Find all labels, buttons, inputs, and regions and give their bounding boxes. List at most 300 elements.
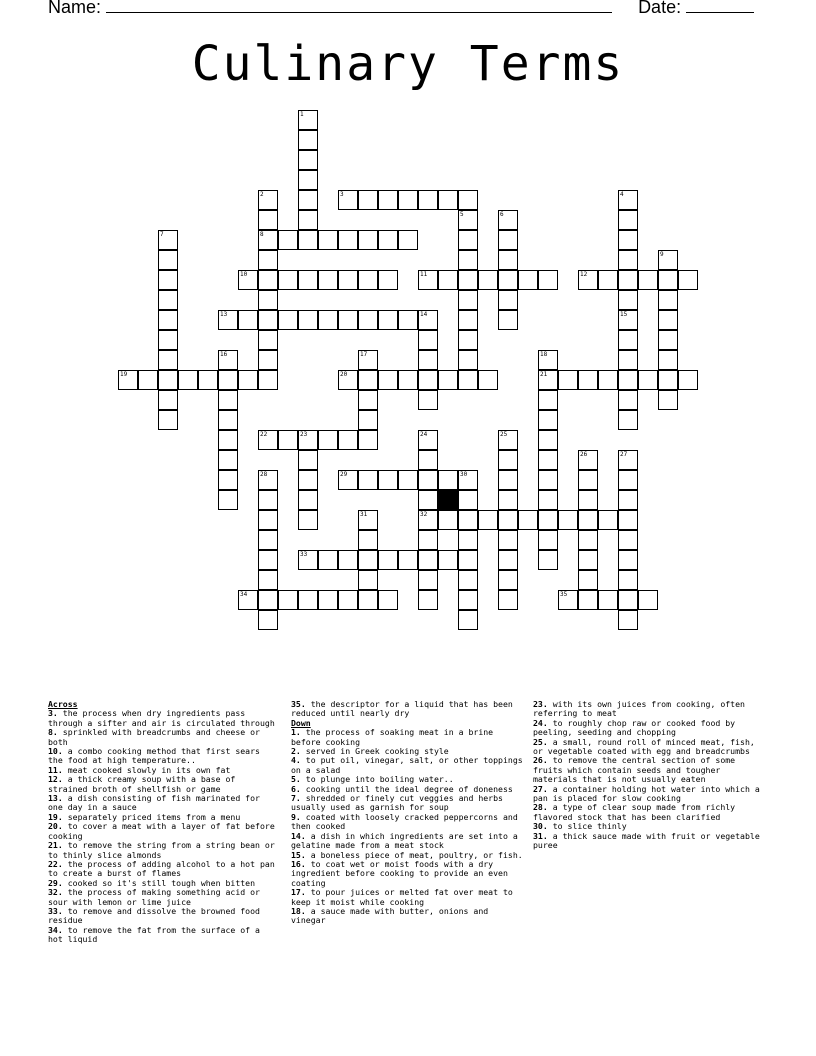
grid-cell[interactable] bbox=[458, 490, 478, 510]
clue-text: shredded or finely cut veggies and herbs usually used as garnish for soup bbox=[291, 793, 503, 813]
clue-number: 23 bbox=[300, 431, 308, 438]
grid-cell[interactable] bbox=[618, 330, 638, 350]
across-clue bbox=[48, 709, 276, 728]
grid-cell[interactable] bbox=[398, 310, 418, 330]
grid-cell[interactable] bbox=[618, 290, 638, 310]
grid-cell[interactable] bbox=[618, 510, 638, 530]
grid-cell[interactable] bbox=[298, 430, 318, 450]
grid-cell[interactable] bbox=[418, 550, 438, 570]
grid-cell[interactable] bbox=[398, 190, 418, 210]
grid-cell[interactable] bbox=[178, 370, 198, 390]
clue-text: a dish consisting of fish marinated for one day in a sauce bbox=[48, 793, 260, 813]
grid-cell[interactable] bbox=[498, 210, 518, 230]
grid-cell[interactable] bbox=[618, 210, 638, 230]
grid-cell[interactable] bbox=[498, 270, 518, 290]
clue-number: 31 bbox=[360, 511, 368, 518]
grid-cell[interactable] bbox=[458, 270, 478, 290]
grid-cell[interactable] bbox=[298, 450, 318, 470]
grid-cell[interactable] bbox=[418, 570, 438, 590]
grid-cell[interactable] bbox=[258, 590, 278, 610]
grid-cell[interactable] bbox=[438, 550, 458, 570]
grid-cell[interactable] bbox=[538, 430, 558, 450]
grid-cell[interactable] bbox=[538, 410, 558, 430]
grid-cell[interactable] bbox=[418, 430, 438, 450]
grid-cell[interactable] bbox=[218, 450, 238, 470]
grid-cell[interactable] bbox=[258, 370, 278, 390]
grid-cell[interactable] bbox=[378, 590, 398, 610]
grid-cell[interactable] bbox=[498, 590, 518, 610]
grid-cell[interactable] bbox=[578, 370, 598, 390]
grid-cell[interactable] bbox=[298, 550, 318, 570]
grid-cell[interactable] bbox=[538, 370, 558, 390]
grid-cell[interactable] bbox=[198, 370, 218, 390]
grid-cell[interactable] bbox=[458, 210, 478, 230]
grid-cell[interactable] bbox=[258, 490, 278, 510]
grid-cell[interactable] bbox=[298, 210, 318, 230]
grid-cell[interactable] bbox=[158, 250, 178, 270]
grid-cell[interactable] bbox=[578, 490, 598, 510]
grid-cell[interactable] bbox=[158, 310, 178, 330]
grid-cell[interactable] bbox=[378, 310, 398, 330]
grid-cell[interactable] bbox=[538, 470, 558, 490]
grid-cell[interactable] bbox=[378, 190, 398, 210]
grid-cell[interactable] bbox=[678, 270, 698, 290]
grid-cell[interactable] bbox=[518, 510, 538, 530]
grid-cell[interactable] bbox=[158, 390, 178, 410]
clue-number: 13. bbox=[48, 793, 63, 804]
grid-cell[interactable] bbox=[638, 370, 658, 390]
grid-cell[interactable] bbox=[298, 150, 318, 170]
grid-cell[interactable] bbox=[378, 270, 398, 290]
clue-number: 24. bbox=[533, 717, 548, 728]
grid-cell[interactable] bbox=[618, 410, 638, 430]
grid-cell[interactable] bbox=[618, 590, 638, 610]
clue-number: 35 bbox=[560, 591, 568, 598]
clue-number: 12. bbox=[48, 774, 63, 785]
grid-cell[interactable] bbox=[658, 310, 678, 330]
grid-cell[interactable] bbox=[478, 510, 498, 530]
grid-cell[interactable] bbox=[498, 490, 518, 510]
grid-cell[interactable] bbox=[618, 530, 638, 550]
grid-cell[interactable] bbox=[618, 610, 638, 630]
grid-cell[interactable] bbox=[258, 270, 278, 290]
grid-cell[interactable] bbox=[218, 430, 238, 450]
down-clue bbox=[533, 832, 769, 851]
clue-text: to remove the central section of some fruits which contain seeds and tougher materials that is not usually eaten bbox=[533, 755, 736, 785]
grid-cell[interactable] bbox=[358, 350, 378, 370]
grid-cell[interactable] bbox=[298, 310, 318, 330]
clue-number: 19. bbox=[48, 811, 63, 822]
grid-cell[interactable] bbox=[598, 590, 618, 610]
clue-number: 23. bbox=[533, 699, 548, 709]
down-clue bbox=[533, 719, 769, 738]
grid-cell[interactable] bbox=[298, 590, 318, 610]
grid-cell[interactable] bbox=[238, 310, 258, 330]
grid-cell[interactable] bbox=[558, 370, 578, 390]
grid-cell[interactable] bbox=[418, 190, 438, 210]
grid-cell[interactable] bbox=[258, 470, 278, 490]
grid-cell[interactable] bbox=[358, 590, 378, 610]
grid-cell[interactable] bbox=[318, 310, 338, 330]
grid-cell[interactable] bbox=[418, 450, 438, 470]
grid-cell[interactable] bbox=[438, 470, 458, 490]
grid-cell[interactable] bbox=[498, 570, 518, 590]
clue-text: a type of clear soup made from richly flavored stock that has been clarified bbox=[533, 802, 736, 822]
grid-cell[interactable] bbox=[398, 470, 418, 490]
clue-number: 1. bbox=[291, 727, 301, 738]
grid-cell[interactable] bbox=[538, 350, 558, 370]
grid-cell[interactable] bbox=[418, 590, 438, 610]
grid-cell[interactable] bbox=[298, 170, 318, 190]
clue-text: to remove the string from a string bean or to thinly slice almonds bbox=[48, 840, 275, 860]
clue-number: 7 bbox=[160, 231, 164, 238]
grid-cell[interactable] bbox=[618, 390, 638, 410]
clue-number: 27. bbox=[533, 783, 548, 794]
clue-number: 11. bbox=[48, 764, 63, 775]
grid-cell[interactable] bbox=[538, 450, 558, 470]
grid-cell[interactable] bbox=[358, 390, 378, 410]
grid-cell[interactable] bbox=[458, 290, 478, 310]
across-clue bbox=[48, 860, 276, 879]
clue-number: 11 bbox=[420, 271, 428, 278]
grid-cell[interactable] bbox=[578, 570, 598, 590]
grid-cell[interactable] bbox=[578, 270, 598, 290]
grid-cell[interactable] bbox=[258, 210, 278, 230]
grid-cell[interactable] bbox=[458, 350, 478, 370]
grid-cell[interactable] bbox=[278, 230, 298, 250]
grid-cell[interactable] bbox=[278, 430, 298, 450]
grid-cell[interactable] bbox=[258, 330, 278, 350]
grid-cell[interactable] bbox=[298, 190, 318, 210]
grid-cell[interactable] bbox=[558, 510, 578, 530]
grid-cell[interactable] bbox=[218, 410, 238, 430]
grid-cell[interactable] bbox=[378, 370, 398, 390]
grid-cell[interactable] bbox=[338, 590, 358, 610]
grid-cell[interactable] bbox=[298, 490, 318, 510]
grid-cell[interactable] bbox=[578, 470, 598, 490]
clue-number: 22. bbox=[48, 858, 63, 869]
grid-cell[interactable] bbox=[418, 530, 438, 550]
grid-cell[interactable] bbox=[358, 230, 378, 250]
grid-cell[interactable] bbox=[258, 510, 278, 530]
grid-cell[interactable] bbox=[338, 310, 358, 330]
grid-cell[interactable] bbox=[358, 430, 378, 450]
grid-cell[interactable] bbox=[458, 230, 478, 250]
grid-cell[interactable] bbox=[498, 470, 518, 490]
grid-cell[interactable] bbox=[618, 470, 638, 490]
clue-text: the process of making something acid or sour with lemon or lime juice bbox=[48, 887, 260, 907]
grid-cell[interactable] bbox=[618, 230, 638, 250]
clue-text: to remove and dissolve the browned food residue bbox=[48, 905, 260, 926]
grid-cell[interactable] bbox=[658, 350, 678, 370]
grid-cell[interactable] bbox=[558, 590, 578, 610]
grid-cell[interactable] bbox=[258, 230, 278, 250]
clue-text: the process when dry ingredients pass through a sifter and air is circulated through bbox=[48, 708, 275, 728]
grid-cell[interactable] bbox=[338, 230, 358, 250]
grid-cell[interactable] bbox=[578, 530, 598, 550]
grid-cell[interactable] bbox=[358, 470, 378, 490]
down-clue bbox=[291, 728, 527, 747]
grid-cell[interactable] bbox=[138, 370, 158, 390]
grid-cell[interactable] bbox=[438, 190, 458, 210]
grid-cell[interactable] bbox=[398, 230, 418, 250]
grid-cell[interactable] bbox=[618, 490, 638, 510]
grid-cell[interactable] bbox=[418, 510, 438, 530]
grid-cell[interactable] bbox=[218, 310, 238, 330]
grid-cell[interactable] bbox=[478, 370, 498, 390]
grid-cell[interactable] bbox=[498, 230, 518, 250]
grid-cell[interactable] bbox=[498, 530, 518, 550]
grid-cell[interactable] bbox=[518, 270, 538, 290]
clue-text: a small, round roll of minced meat, fish, or vegetable coated with egg and breadcrumbs bbox=[533, 736, 755, 757]
clue-text: meat cooked slowly in its own fat bbox=[62, 764, 231, 775]
grid-cell[interactable] bbox=[258, 190, 278, 210]
grid-cell[interactable] bbox=[418, 350, 438, 370]
grid-cell[interactable] bbox=[418, 490, 438, 510]
grid-cell[interactable] bbox=[218, 370, 238, 390]
grid-cell[interactable] bbox=[658, 390, 678, 410]
grid-cell[interactable] bbox=[278, 590, 298, 610]
grid-cell[interactable] bbox=[298, 130, 318, 150]
date-label: Date: bbox=[638, 0, 682, 17]
clue-number: 28. bbox=[533, 802, 548, 813]
grid-cell[interactable] bbox=[418, 370, 438, 390]
grid-cell[interactable] bbox=[358, 530, 378, 550]
grid-cell[interactable] bbox=[478, 270, 498, 290]
grid-cell[interactable] bbox=[278, 310, 298, 330]
grid-cell[interactable] bbox=[158, 350, 178, 370]
grid-cell[interactable] bbox=[458, 530, 478, 550]
grid-cell[interactable] bbox=[538, 270, 558, 290]
grid-cell[interactable] bbox=[498, 290, 518, 310]
grid-cell[interactable] bbox=[498, 450, 518, 470]
grid-cell[interactable] bbox=[278, 270, 298, 290]
grid-cell[interactable] bbox=[598, 270, 618, 290]
grid-cell[interactable] bbox=[498, 250, 518, 270]
grid-cell[interactable] bbox=[298, 510, 318, 530]
grid-cell[interactable] bbox=[458, 510, 478, 530]
clue-text: a thick creamy soup with a base of strained broth of shellfish or game bbox=[48, 774, 236, 794]
grid-cell[interactable] bbox=[218, 350, 238, 370]
clue-text: a container holding hot water into which a pan is placed for slow cooking bbox=[533, 783, 760, 804]
grid-cell[interactable] bbox=[358, 510, 378, 530]
grid-cell[interactable] bbox=[618, 270, 638, 290]
grid-cell[interactable] bbox=[458, 370, 478, 390]
grid-cell[interactable] bbox=[358, 570, 378, 590]
grid-cell[interactable] bbox=[318, 430, 338, 450]
grid-cell[interactable] bbox=[338, 190, 358, 210]
grid-cell[interactable] bbox=[458, 190, 478, 210]
clue-number: 7. bbox=[291, 793, 301, 804]
grid-cell[interactable] bbox=[618, 450, 638, 470]
across-clue bbox=[48, 775, 276, 794]
grid-cell[interactable] bbox=[438, 270, 458, 290]
grid-cell[interactable] bbox=[398, 370, 418, 390]
grid-cell[interactable] bbox=[538, 510, 558, 530]
grid-cell[interactable] bbox=[578, 450, 598, 470]
grid-cell[interactable] bbox=[238, 270, 258, 290]
grid-cell[interactable] bbox=[158, 410, 178, 430]
grid-cell[interactable] bbox=[378, 550, 398, 570]
grid-cell[interactable] bbox=[658, 250, 678, 270]
grid-cell[interactable] bbox=[618, 570, 638, 590]
clue-text: to put oil, vinegar, salt, or other toppings on a salad bbox=[291, 755, 523, 775]
grid-cell[interactable] bbox=[418, 310, 438, 330]
down-clue bbox=[533, 785, 769, 804]
grid-cell[interactable] bbox=[618, 550, 638, 570]
grid-cell[interactable] bbox=[258, 350, 278, 370]
grid-cell[interactable] bbox=[598, 510, 618, 530]
clue-text: cooked so it's still tough when bitten bbox=[62, 877, 256, 888]
grid-cell[interactable] bbox=[218, 470, 238, 490]
grid-cell[interactable] bbox=[538, 550, 558, 570]
grid-cell[interactable] bbox=[638, 590, 658, 610]
grid-cell[interactable] bbox=[158, 270, 178, 290]
grid-cell[interactable] bbox=[658, 290, 678, 310]
grid-cell[interactable] bbox=[578, 550, 598, 570]
down-clue bbox=[291, 756, 527, 775]
clue-number: 4 bbox=[620, 191, 624, 198]
grid-cell[interactable] bbox=[618, 190, 638, 210]
grid-cell[interactable] bbox=[618, 250, 638, 270]
grid-cell[interactable] bbox=[358, 190, 378, 210]
clue-text: the process of adding alcohol to a hot pan to create a burst of flames bbox=[48, 858, 275, 879]
clue-number: 1 bbox=[300, 111, 304, 118]
down-clue bbox=[291, 907, 527, 926]
clue-number: 25 bbox=[500, 431, 508, 438]
grid-cell[interactable] bbox=[158, 370, 178, 390]
clue-number: 6. bbox=[291, 783, 301, 794]
grid-cell[interactable] bbox=[378, 470, 398, 490]
grid-cell[interactable] bbox=[598, 370, 618, 390]
grid-cell[interactable] bbox=[458, 570, 478, 590]
grid-cell[interactable] bbox=[358, 550, 378, 570]
grid-cell[interactable] bbox=[578, 590, 598, 610]
grid-cell[interactable] bbox=[358, 410, 378, 430]
grid-cell[interactable] bbox=[418, 270, 438, 290]
grid-cell[interactable] bbox=[658, 330, 678, 350]
grid-cell[interactable] bbox=[398, 550, 418, 570]
grid-cell[interactable] bbox=[538, 490, 558, 510]
clue-number: 21. bbox=[48, 840, 63, 851]
grid-cell[interactable] bbox=[258, 310, 278, 330]
grid-cell[interactable] bbox=[458, 550, 478, 570]
grid-cell[interactable] bbox=[238, 370, 258, 390]
grid-cell[interactable] bbox=[638, 270, 658, 290]
grid-cell[interactable] bbox=[338, 270, 358, 290]
clue-number: 26 bbox=[580, 451, 588, 458]
grid-cell[interactable] bbox=[618, 350, 638, 370]
grid-cell[interactable] bbox=[498, 310, 518, 330]
grid-cell[interactable] bbox=[158, 290, 178, 310]
grid-cell[interactable] bbox=[358, 270, 378, 290]
clue-text: cooking until the ideal degree of doneness bbox=[300, 783, 513, 794]
grid-cell[interactable] bbox=[538, 530, 558, 550]
grid-cell[interactable] bbox=[318, 590, 338, 610]
clue-text: to slice thinly bbox=[547, 821, 627, 832]
clue-text: a thick sauce made with fruit or vegetable puree bbox=[533, 830, 760, 851]
grid-cell[interactable] bbox=[218, 490, 238, 510]
clue-number: 19 bbox=[120, 371, 128, 378]
grid-cell[interactable] bbox=[298, 270, 318, 290]
grid-cell[interactable] bbox=[338, 550, 358, 570]
grid-cell[interactable] bbox=[318, 230, 338, 250]
grid-cell[interactable] bbox=[298, 470, 318, 490]
grid-cell[interactable] bbox=[338, 370, 358, 390]
grid-cell[interactable] bbox=[498, 550, 518, 570]
grid-cell[interactable] bbox=[358, 310, 378, 330]
grid-cell[interactable] bbox=[458, 310, 478, 330]
grid-cell[interactable] bbox=[118, 370, 138, 390]
grid-cell[interactable] bbox=[258, 430, 278, 450]
grid-cell[interactable] bbox=[158, 330, 178, 350]
grid-cell[interactable] bbox=[578, 510, 598, 530]
grid-cell[interactable] bbox=[458, 470, 478, 490]
grid-cell[interactable] bbox=[258, 250, 278, 270]
grid-cell[interactable] bbox=[318, 550, 338, 570]
clue-number: 25. bbox=[533, 736, 548, 747]
grid-cell[interactable] bbox=[298, 230, 318, 250]
grid-cell[interactable] bbox=[418, 470, 438, 490]
clue-number: 29. bbox=[48, 877, 63, 888]
grid-cell[interactable] bbox=[458, 330, 478, 350]
grid-cell[interactable] bbox=[298, 110, 318, 130]
grid-cell[interactable] bbox=[658, 270, 678, 290]
grid-cell[interactable] bbox=[458, 610, 478, 630]
grid-cell[interactable] bbox=[258, 550, 278, 570]
clue-text: sprinkled with breadcrumbs and cheese or both bbox=[48, 727, 260, 747]
grid-cell[interactable] bbox=[498, 510, 518, 530]
grid-cell[interactable] bbox=[338, 470, 358, 490]
grid-cell[interactable] bbox=[358, 370, 378, 390]
grid-cell[interactable] bbox=[338, 430, 358, 450]
grid-cell[interactable] bbox=[418, 330, 438, 350]
across-clue bbox=[48, 794, 276, 813]
grid-cell[interactable] bbox=[258, 610, 278, 630]
clue-text: separately priced items from a menu bbox=[62, 811, 241, 822]
clue-number: 8. bbox=[48, 727, 58, 738]
grid-cell[interactable] bbox=[258, 570, 278, 590]
grid-cell[interactable] bbox=[378, 230, 398, 250]
grid-cell[interactable] bbox=[438, 510, 458, 530]
clue-number: 31. bbox=[533, 830, 548, 841]
grid-cell[interactable] bbox=[498, 430, 518, 450]
clue-text: a combo cooking method that first sears the food at high temperature.. bbox=[48, 746, 260, 766]
grid-cell[interactable] bbox=[538, 390, 558, 410]
grid-cell[interactable] bbox=[258, 530, 278, 550]
clue-text: to coat wet or moist foods with a dry ingredient before cooking to provide an even coating bbox=[291, 858, 508, 888]
grid-cell[interactable] bbox=[678, 370, 698, 390]
grid-cell[interactable] bbox=[618, 370, 638, 390]
grid-cell[interactable] bbox=[258, 290, 278, 310]
grid-cell[interactable] bbox=[238, 590, 258, 610]
grid-cell[interactable] bbox=[438, 370, 458, 390]
grid-cell[interactable] bbox=[318, 270, 338, 290]
grid-cell[interactable] bbox=[158, 230, 178, 250]
grid-cell[interactable] bbox=[658, 370, 678, 390]
clue-number: 15. bbox=[291, 849, 306, 860]
clue-number: 3 bbox=[340, 191, 344, 198]
grid-cell[interactable] bbox=[458, 250, 478, 270]
clue-number: 26. bbox=[533, 755, 548, 766]
clue-number: 5. bbox=[291, 774, 301, 785]
grid-cell[interactable] bbox=[618, 310, 638, 330]
grid-cell[interactable] bbox=[418, 390, 438, 410]
clue-column-1 bbox=[48, 700, 276, 945]
grid-cell[interactable] bbox=[458, 590, 478, 610]
clue-number: 28 bbox=[260, 471, 268, 478]
grid-cell[interactable] bbox=[218, 390, 238, 410]
